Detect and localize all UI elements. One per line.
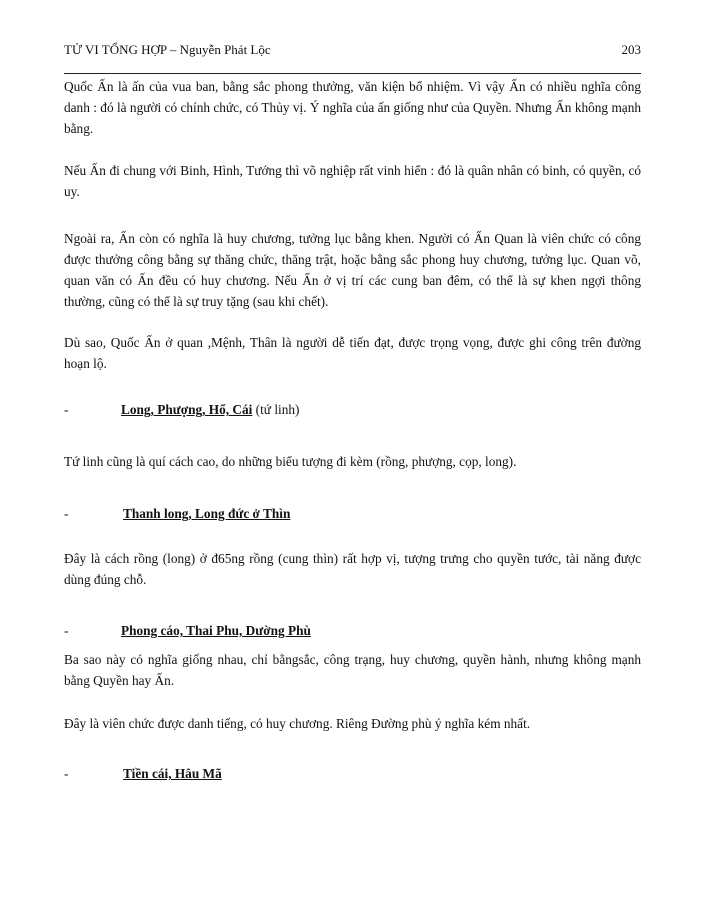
paragraph: Quốc Ấn là ấn của vua ban, bằng sắc phong thưởng, văn kiện bổ nhiệm. Vì vậy Ấn có nhiều nghĩa công danh : đó là người có chính chức, có Thủy vị. Ý nghĩa của ấn giống như của Quyền. Nhưng Ấn không mạnh bằng. xyxy=(64,79,641,136)
list-dash: - xyxy=(64,506,69,521)
heading-text: Thanh long, Long đức ở Thìn xyxy=(123,506,291,521)
list-dash: - xyxy=(64,402,69,417)
list-dash: - xyxy=(64,623,69,638)
page-header xyxy=(64,42,641,58)
heading-text: Long, Phượng, Hổ, Cái xyxy=(121,402,253,417)
paragraph: Đây là viên chức được danh tiếng, có huy chương. Riêng Đường phù ý nghĩa kém nhất. xyxy=(64,716,531,731)
heading-text: Phong cáo, Thai Phu, Dường Phù xyxy=(121,623,311,638)
heading-suffix: (tứ linh) xyxy=(252,402,300,417)
paragraph: Tứ linh cũng là quí cách cao, do những biểu tượng đi kèm (rồng, phượng, cọp, long). xyxy=(64,454,517,469)
paragraph: Nếu Ấn đi chung với Binh, Hình, Tướng thì võ nghiệp rất vinh hiển : đó là quân nhân có binh, có quyền, có uy. xyxy=(64,163,641,199)
paragraph: Dù sao, Quốc Ấn ở quan ,Mệnh, Thân là người dễ tiến đạt, được trọng vọng, được ghi công trên đường hoạn lộ. xyxy=(64,335,641,371)
heading-text: Tiền cái, Hâu Mã xyxy=(123,766,222,781)
list-dash: - xyxy=(64,766,69,781)
paragraph: Ngoài ra, Ấn còn có nghĩa là huy chương, tưởng lục bằng khen. Người có Ấn Quan là viên chức có công được thưởng công bằng sự thăng chức, thăng trật, hoặc bằng sắc phong huy chương, tưởng lục. Quan võ, quan văn có Ấn đều có huy chương. Nếu Ấn ở vị trí các cung ban đêm, có thể là sự khen ngợi thông thường, cũng có thể là sự truy tặng (sau khi chết). xyxy=(64,231,641,309)
running-title: TỬ VI TỔNG HỢP – Nguyễn Phát Lộc xyxy=(64,42,271,57)
paragraph: Ba sao này có nghĩa giống nhau, chỉ bằngsắc, công trạng, huy chương, quyền hành, nhưng không mạnh bằng Quyền hay Ấn. xyxy=(64,652,641,688)
paragraph: Đây là cách rồng (long) ở đ65ng rồng (cung thìn) rất hợp vị, tượng trưng cho quyền tước, tài năng được dùng đúng chỗ. xyxy=(64,551,641,587)
page-number: 203 xyxy=(621,42,641,57)
header-rule xyxy=(64,73,641,74)
